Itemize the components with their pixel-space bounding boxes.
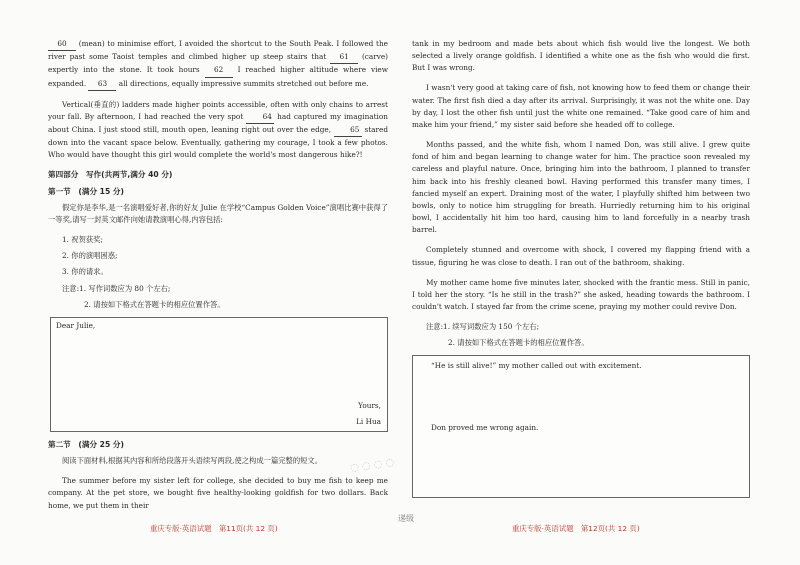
note-2-right: 2. 请按如下格式在答题卡的相应位置作答。 <box>448 338 589 348</box>
section2-heading: 第二节 (满分 25 分) <box>48 440 124 450</box>
blank-61[interactable]: 61 <box>330 51 358 64</box>
blank-60[interactable]: 60 <box>48 38 76 51</box>
story-paragraph-5: My mother came home five minutes later, shocked with the frantic mess. Still in panic, I told her the story. “Is he still in the trash?” she asked, heading towards the bathroom. I couldn't watch. I stayed far from the crime scene, praying my mother could revive Don. <box>412 277 750 312</box>
left-column <box>48 38 388 520</box>
item-2: 2. 你的演唱困惑; <box>62 251 118 261</box>
letter-signature: Li Hua <box>356 417 381 427</box>
part4-heading: 第四部分 写作(共两节,满分 40 分) <box>48 170 173 180</box>
blank-62[interactable]: 62 <box>205 64 233 77</box>
note-1-right: 注意:1. 续写词数应为 150 个左右; <box>426 322 540 332</box>
passage-paragraph-1: 60 (mean) to minimise effort, I avoided the shortcut to the South Peak. I followed the river past some Taoist temples and climbed higher up steep stairs that 61 (carve) expertly into the stone. It took hours 62 I reached higher altitude where view expanded. 63 all directions, equally impressive summits stretched out before me. <box>48 38 388 91</box>
watermark: ◌ ◌ ◌ ◌ <box>349 456 396 475</box>
blank-64[interactable]: 64 <box>246 111 274 124</box>
story-start: The summer before my sister left for college, she decided to buy me fish to keep me company. At the pet store, we bought five healthy-looking goldfish for two dollars. Back home, we put them in their <box>48 476 388 510</box>
story-paragraph-2: I wasn't very good at taking care of fish, not knowing how to feed them or change their water. The first fish died a day after its arrival. Surprisingly, it was not the white one. Day by day, I lost the other fish until just the white one remained. “Take good care of him and make him your friend,” my sister said before she headed off to college. <box>412 83 750 130</box>
item-3: 3. 你的请求。 <box>62 267 108 277</box>
section1-heading: 第一节 (满分 15 分) <box>48 186 124 196</box>
note-1: 注意:1. 写作词数应为 80 个左右; <box>62 283 171 293</box>
story-paragraph-1: tank in my bedroom and made bets about which fish would live the longest. We both selected a lively orange goldfish. I identified a white one as the fish who would die first. But I was wrong. <box>412 39 750 73</box>
section2-prompt: 阅读下面材料,根据其内容和所给段落开头语续写两段,使之构成一篇完整的短文。 <box>62 456 323 466</box>
answer-start-2: Don proved me wrong again. <box>431 423 539 433</box>
blank-63[interactable]: 63 <box>88 78 116 91</box>
right-column <box>412 38 750 498</box>
section1-prompt: 假定你是李华,是一名演唱爱好者,你的好友 Julie 在学校“Campus Golden Voice”演唱比赛中获得了一等奖,请写一封英文邮件向她请教演唱心得,内容包括: <box>48 202 388 225</box>
blank-65[interactable]: 65 <box>334 124 362 137</box>
answer-start-1: “He is still alive!” my mother called out with excitement. <box>431 361 642 371</box>
item-1: 1. 祝贺获奖; <box>62 235 103 245</box>
story-paragraph-3: Months passed, and the white fish, whom I named Don, was still alive. I grew quite fond of him and began learning to change water for him. The practice soon revealed my careless and playful nature. Once, bringing him into the bathroom, I planned to transfer him back into his freshly cleaned bowl. Having performed this transfer many times, I fancied myself an expert. Draining most of the water, I playfully shifted him between two bowls, only to notice him struggling for breath. Hurriedly returning him to his original bowl, I accidentally hit him too hard, causing him to land forcefully in a nearby trash barrel. <box>412 140 750 235</box>
story-paragraph-4: Completely stunned and overcome with shock, I covered my flapping friend with a tissue, figuring he was close to death. I ran out of the bathroom, shaking. <box>412 245 750 267</box>
letter-greeting: Dear Julie, <box>56 321 96 331</box>
footer-middle-mark: 递级 <box>398 514 414 523</box>
note-2: 2. 请按如下格式在答题卡的相应位置作答。 <box>84 299 225 309</box>
letter-closing: Yours, <box>358 401 381 411</box>
footer-left: 重庆专版·英语试题 第11页(共 12 页) <box>150 524 278 533</box>
footer-right: 重庆专版·英语试题 第12页(共 12 页) <box>512 524 640 533</box>
passage-paragraph-2: Vertical(垂直的) ladders made higher points accessible, often with only chains to arrest your fall. By afternoon, I had reached the very spot 64 had captured my imagination about China. I just stood still, mouth open, leaning right out over the edge, 65 stared down into the vacant space below. Eventually, gathering my courage, I took a few photos. Who would have thought this girl would complete the world's most dangerous hike?! <box>48 99 388 160</box>
letter-answer-box[interactable] <box>50 317 388 432</box>
continuation-answer-box[interactable] <box>412 355 750 498</box>
